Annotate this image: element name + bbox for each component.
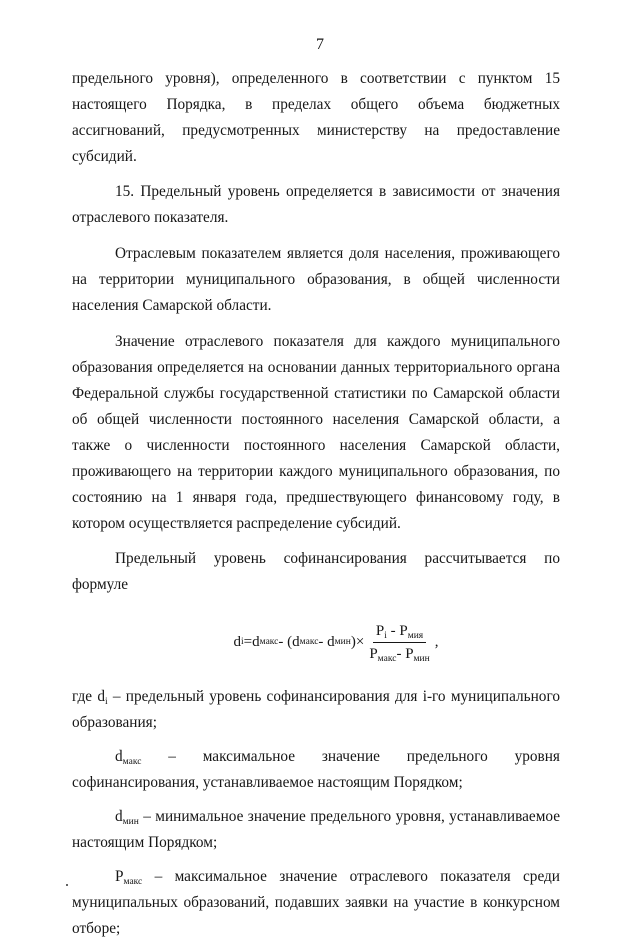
- formula-sub-i: i: [384, 630, 387, 641]
- formula-P: P: [369, 645, 378, 662]
- definition-d-maks: [72, 744, 560, 796]
- fraction-numerator: [373, 621, 426, 643]
- definition-d-i-text: – предельный уровень софинансирования для i-го муниципального образования;: [72, 688, 560, 731]
- symbol-p-maks: $P_{макс}$: [115, 868, 143, 887]
- definition-d-i: [72, 684, 560, 736]
- symbol-d-maks: $d_{макс}$: [115, 748, 142, 767]
- formula-d: d: [327, 634, 335, 650]
- formula-comma: ,: [434, 634, 439, 650]
- scan-mark: [66, 884, 68, 886]
- formula-d: d: [233, 634, 242, 650]
- formula-sub-min: мин: [413, 653, 430, 664]
- formula-eq: =: [243, 634, 253, 650]
- definition-word: значение: [321, 748, 380, 765]
- formula-minus: -: [318, 634, 324, 650]
- formula-times: ×: [355, 634, 365, 650]
- paragraph-item-15: 15. Предельный уровень определяется в зависимости от значения отраслевого показателя.: [72, 183, 560, 226]
- formula-minus: -: [396, 645, 402, 662]
- page-number: 7: [316, 36, 324, 53]
- fraction-denominator: [366, 643, 432, 664]
- formula-d: d: [292, 634, 300, 650]
- definition-d-min-text: – минимальное значение предельного уровня, устанавливаемое настоящим Порядком;: [72, 808, 561, 851]
- where-word: где: [72, 688, 93, 705]
- definition-word: предельного: [406, 748, 488, 765]
- formula-close-paren: ): [350, 634, 356, 650]
- paragraph-continuation: предельного уровня), определенного в соответствии с пунктом 15 настоящего Порядка, в пределах общего объема бюджетных ассигнований, предусмотренных министерству на предоставление субсидий.: [72, 70, 560, 165]
- definition-word: –: [168, 748, 176, 765]
- definition-word: максимальное: [202, 748, 296, 765]
- formula-P: P: [375, 622, 385, 639]
- symbol-d-i: $d_i$: [97, 688, 108, 707]
- definition-p-maks-text: – максимальное значение отраслевого показателя среди муниципальных образований, подавших заявки на участие в конкурсном отборе;: [72, 868, 560, 937]
- formula-open-paren: (: [287, 634, 293, 650]
- paragraph-indicator-value: Значение отраслевого показателя для каждого муниципального образования определяется на основании данных территориального органа Федеральной службы государственной статистики по Самарской области об общей численности постоянного населения Самарской области, а также о численности постоянного населения Самарской области, проживающего на территории каждого муниципального образования, по состоянию на 1 января года, предшествующего финансовому году, в котором осуществляется распределение субсидий.: [72, 333, 560, 532]
- formula-sub-maks: макс: [377, 653, 397, 664]
- definition-d-maks-line: [72, 744, 560, 770]
- formula-minus: -: [278, 634, 284, 650]
- formula-fraction: [366, 621, 432, 664]
- cofinancing-formula: d i = d макс - ( d макс - d мин ) × $\frac{P_i - P_{мия}}{P_{макс}- P_{мин}}$ ,: [233, 622, 439, 664]
- paragraph-formula-intro: Предельный уровень софинансирования рассчитывается по формуле: [72, 550, 560, 593]
- formula-d: d: [252, 634, 260, 650]
- definition-d-maks-continuation: софинансирования, устанавливаемое настоящим Порядком;: [72, 774, 463, 791]
- formula-minus: -: [390, 622, 396, 639]
- symbol-d-min: $d_{мин}$: [115, 808, 139, 827]
- formula-sub-min: мия: [407, 630, 424, 641]
- formula-P: P: [399, 622, 408, 639]
- definition-word: уровня: [514, 748, 560, 765]
- document-body: [72, 66, 560, 942]
- definition-p-maks: [72, 864, 560, 942]
- definition-d-min: [72, 804, 560, 856]
- paragraph-indicator-definition: Отраслевым показателем является доля населения, проживающего на территории муниципального образования, в общей численности населения Самарской области.: [72, 245, 560, 314]
- formula-P: P: [405, 645, 414, 662]
